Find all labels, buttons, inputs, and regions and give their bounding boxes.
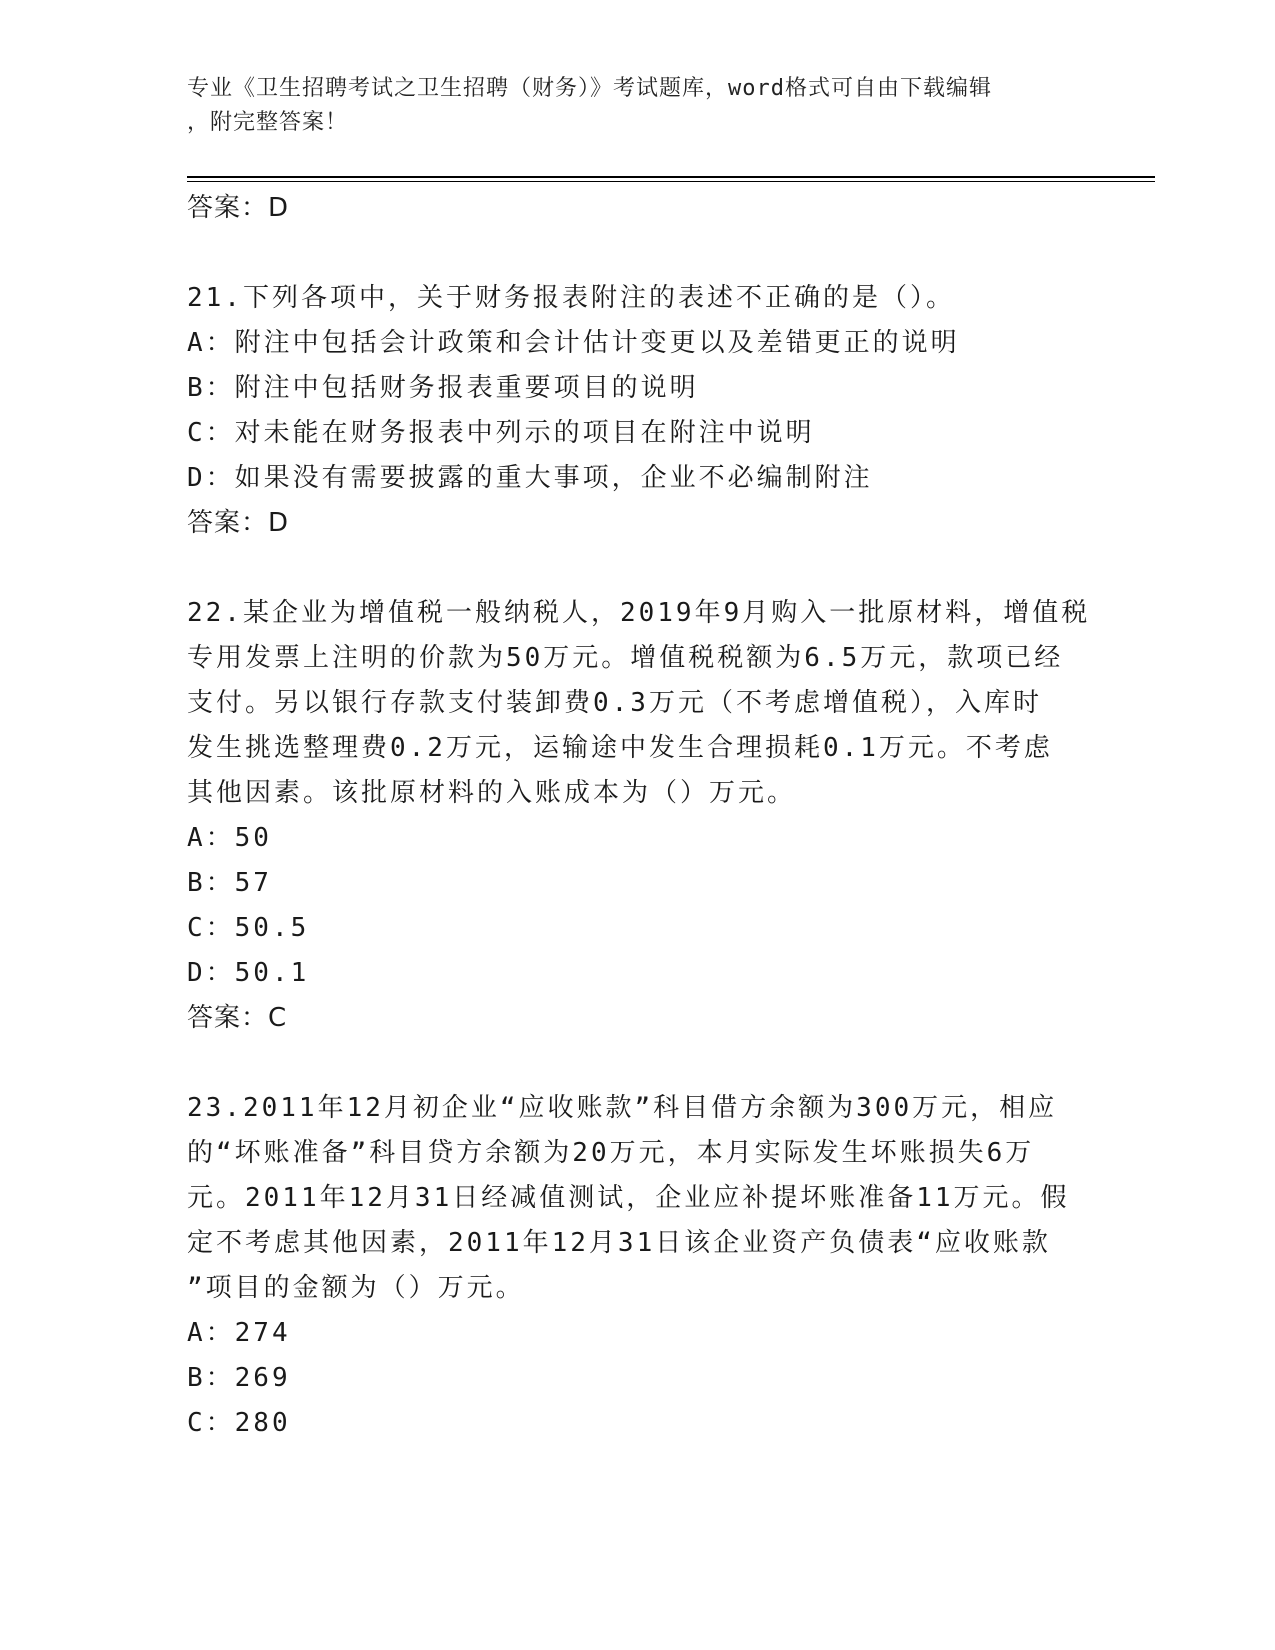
answer: 答案：C [187, 1003, 288, 1033]
question-list [187, 186, 1091, 1446]
question-22 [187, 591, 1091, 1041]
question-stem-line: 其他因素。该批原材料的入账成本为（）万元。 [187, 778, 797, 808]
header-divider-thick [187, 176, 1155, 178]
option-a: A：274 [187, 1318, 291, 1348]
option-b: B：57 [187, 868, 272, 898]
option-c: C：对未能在财务报表中列示的项目在附注中说明 [187, 418, 815, 448]
question-stem-line: 支付。另以银行存款支付装卸费0.3万元（不考虑增值税），入库时 [187, 688, 1042, 718]
question-stem-line: 22.某企业为增值税一般纳税人，2019年9月购入一批原材料，增值税 [187, 598, 1091, 628]
option-c: C：280 [187, 1408, 291, 1438]
question-23 [187, 1086, 1087, 1446]
question-21 [187, 276, 1087, 546]
question-stem-line: ”项目的金额为（）万元。 [187, 1273, 525, 1303]
question-stem: 21.下列各项中，关于财务报表附注的表述不正确的是（）。 [187, 283, 955, 313]
option-c: C：50.5 [187, 913, 310, 943]
header-line-2: ，附完整答案！ [187, 110, 349, 135]
previous-answer: 答案：D [187, 193, 290, 223]
spacer [187, 231, 1087, 276]
option-b: B：附注中包括财务报表重要项目的说明 [187, 373, 699, 403]
question-stem-line: 的“坏账准备”科目贷方余额为20万元，本月实际发生坏账损失6万 [187, 1138, 1035, 1168]
question-stem-line: 定不考虑其他因素，2011年12月31日该企业资产负债表“应收账款 [187, 1228, 1051, 1258]
header-divider-thin [187, 181, 1155, 182]
option-a: A：50 [187, 823, 272, 853]
question-stem-line: 发生挑选整理费0.2万元，运输途中发生合理损耗0.1万元。不考虑 [187, 733, 1053, 763]
option-a: A：附注中包括会计政策和会计估计变更以及差错更正的说明 [187, 328, 960, 358]
option-b: B：269 [187, 1363, 291, 1393]
spacer [187, 1041, 1087, 1086]
option-d: D：如果没有需要披露的重大事项，企业不必编制附注 [187, 463, 873, 493]
question-stem-line: 元。2011年12月31日经减值测试，企业应补提坏账准备11万元。假 [187, 1183, 1070, 1213]
question-stem-line: 23.2011年12月初企业“应收账款”科目借方余额为300万元，相应 [187, 1093, 1058, 1123]
document-header [187, 72, 1067, 140]
spacer [187, 546, 1087, 591]
header-line-1: 专业《卫生招聘考试之卫生招聘（财务）》考试题库，word格式可自由下载编辑 [187, 76, 992, 101]
option-d: D：50.1 [187, 958, 310, 988]
question-stem-line: 专用发票上注明的价款为50万元。增值税税额为6.5万元，款项已经 [187, 643, 1064, 673]
answer: 答案：D [187, 508, 290, 538]
